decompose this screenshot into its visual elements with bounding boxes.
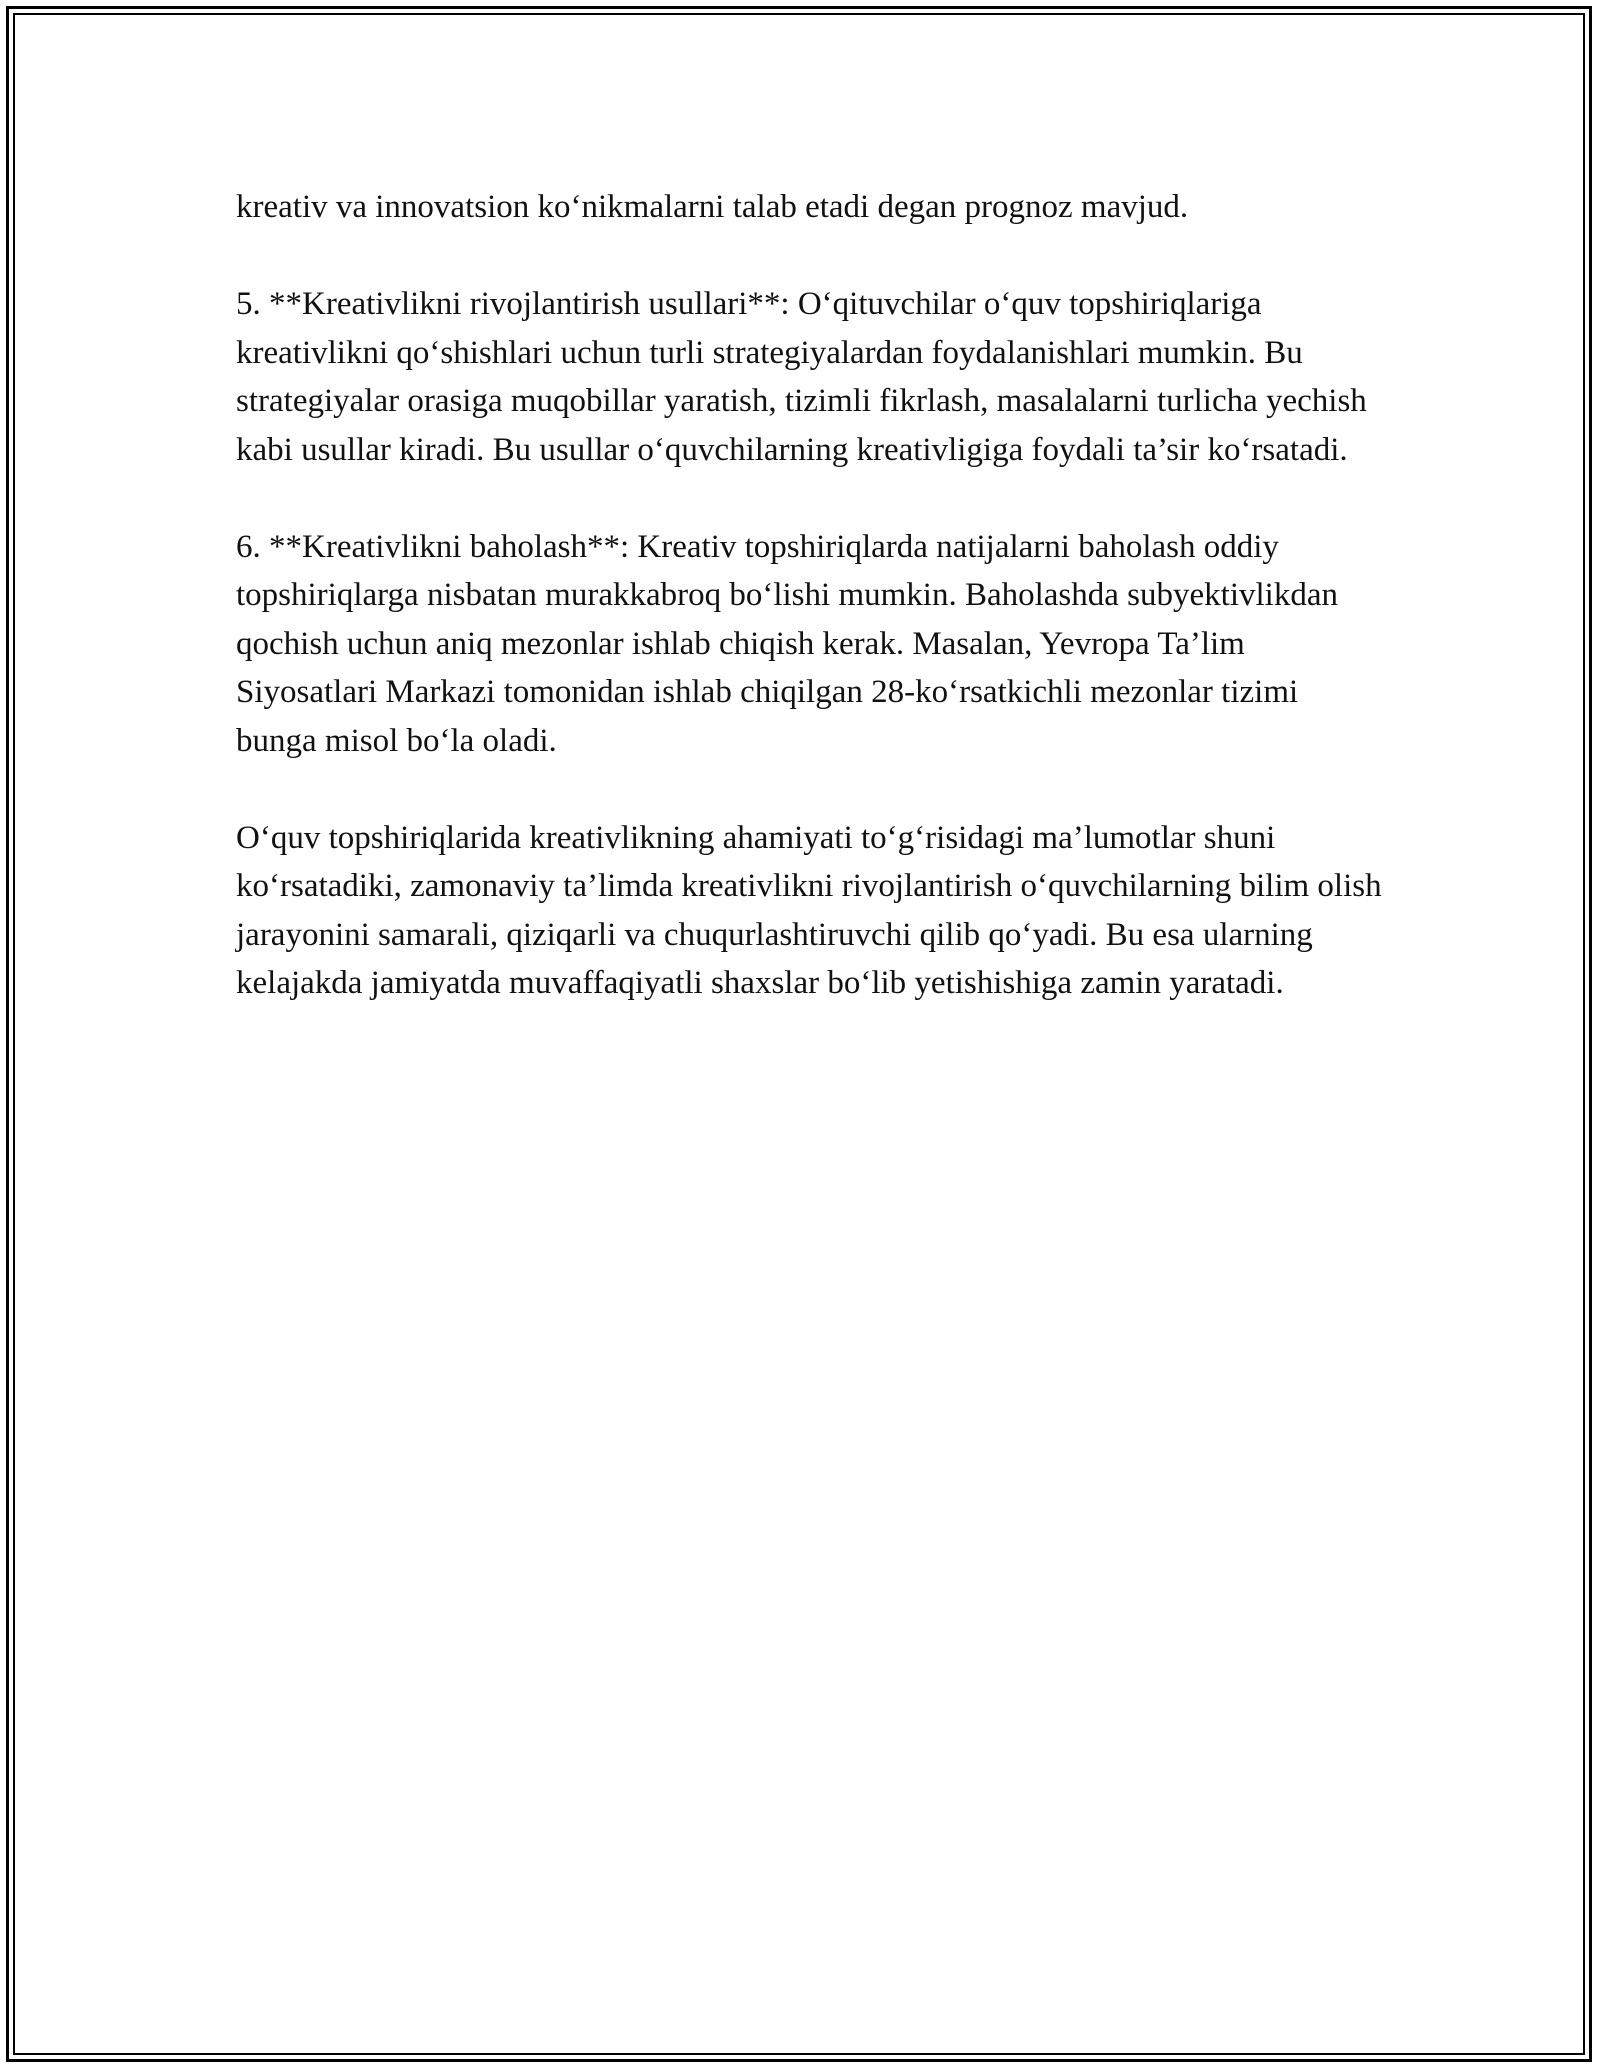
paragraph-prognoz-continuation: kreativ va innovatsion ko‘nikmalarni talab etadi degan prognoz mavjud.: [236, 189, 1189, 225]
paragraph-conclusion: O‘quv topshiriqlarida kreativlikning ahamiyati to‘g‘risidagi ma’lumotlar shuni ko‘rsatadiki, zamonaviy ta’limda kreativlikni rivojlantirish o‘quvchilarning bilim olish jarayonini samarali, qiziqarli va chuqurlashtiruvchi qilib qo‘yadi. Bu esa ularning kelajakda jamiyatda muvaffaqiyatli shaxslar bo‘lib yetishishiga zamin yaratadi.: [236, 819, 1382, 1001]
paragraph-item-5-methods: 5. **Kreativlikni rivojlantirish usullari**: O‘qituvchilar o‘quv topshiriqlariga kreativlikni qo‘shishlari uchun turli strategiyalardan foydalanishlari mumkin. Bu strategiyalar orasiga muqobillar yaratish, tizimli fikrlash, masalalarni turlicha yechish kabi usullar kiradi. Bu usullar o‘quvchilarning kreativligiga foydali ta’sir ko‘rsatadi.: [236, 286, 1367, 468]
paragraph-item-6-assessment: 6. **Kreativlikni baholash**: Kreativ topshiriqlarda natijalarni baholash oddiy topshiriqlarga nisbatan murakkabroq bo‘lishi mumkin. Baholashda subyektivlikdan qochish uchun aniq mezonlar ishlab chiqish kerak. Masalan, Yevropa Ta’lim Siyosatlari Markazi tomonidan ishlab chiqilgan 28-ko‘rsatkichli mezonlar tizimi bunga misol bo‘la oladi.: [236, 528, 1338, 759]
document-body: [236, 183, 1386, 1008]
